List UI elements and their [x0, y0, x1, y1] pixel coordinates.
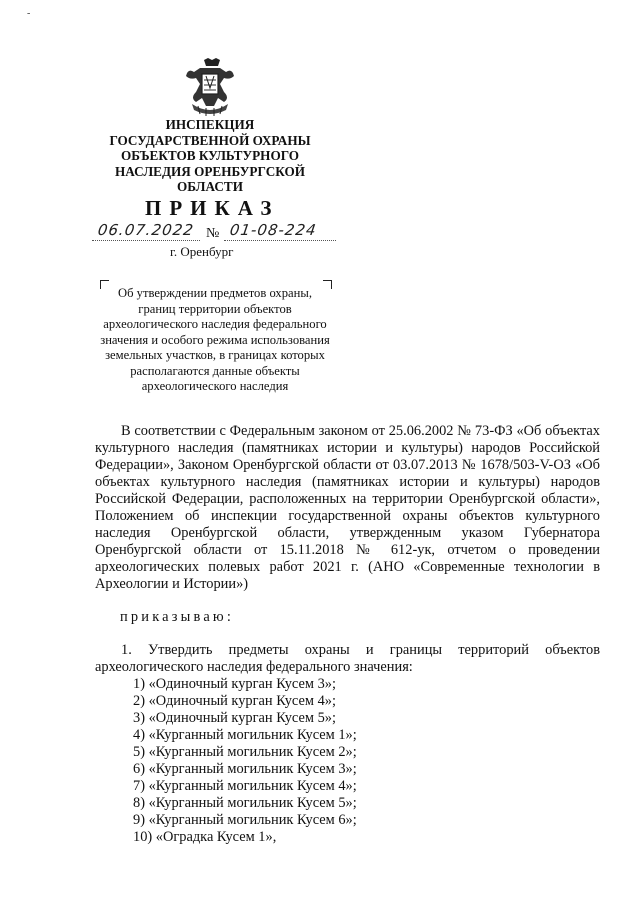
number-sign: № — [206, 226, 220, 241]
corner-bracket-right — [323, 280, 332, 289]
objects-list — [95, 676, 600, 846]
list-item: 3) «Одиночный курган Кусем 5»; — [133, 710, 336, 726]
city: г. Оренбург — [170, 244, 234, 259]
items-block — [95, 642, 600, 846]
order-title: ПРИКАЗ — [145, 196, 280, 220]
list-item: 2) «Одиночный курган Кусем 4»; — [133, 693, 336, 709]
order-date: 06.07.2022 — [96, 221, 196, 239]
coat-of-arms-emblem — [186, 58, 234, 118]
list-item: 8) «Курганный могильник Кусем 5»; — [133, 795, 357, 811]
list-item: 4) «Курганный могильник Кусем 1»; — [133, 727, 357, 743]
preamble-block — [95, 423, 600, 593]
order-word: приказываю: — [120, 609, 235, 625]
list-item: 7) «Курганный могильник Кусем 4»; — [133, 778, 357, 794]
header-mark: - — [27, 8, 31, 19]
list-item: 10) «Оградка Кусем 1», — [133, 829, 277, 845]
organization-name: ИНСПЕКЦИЯ ГОСУДАРСТВЕННОЙ ОХРАНЫ ОБЪЕКТОВ КУЛЬТУРНОГО НАСЛЕДИЯ ОРЕНБУРГСКОЙ ОБЛАСТИ — [109, 117, 311, 195]
order-subject: Об утверждении предметов охраны, границ территории объектов археологического наследия федерального значения и особого режима использования земельных участков, в границах которых располагаются данные объекты археологического наследия — [100, 286, 330, 393]
list-item: 6) «Курганный могильник Кусем 3»; — [133, 761, 357, 777]
subject-block — [100, 280, 330, 395]
item-1-lead: 1. Утвердить предметы охраны и границы территорий объектов археологического наследия федерального значения: — [95, 642, 600, 675]
list-item: 5) «Курганный могильник Кусем 2»; — [133, 744, 357, 760]
date-number-line — [92, 221, 352, 245]
order-number: 01-08-224 — [228, 221, 318, 239]
list-item: 9) «Курганный могильник Кусем 6»; — [133, 812, 357, 828]
list-item: 1) «Одиночный курган Кусем 3»; — [133, 676, 336, 692]
preamble-paragraph: В соответствии с Федеральным законом от 25.06.2002 № 73-ФЗ «Об объектах культурного наследия (памятниках истории и культуры) народов Российской Федерации», Законом Оренбургской области от 03.07.2013 № 1678/503-V-ОЗ «Об объектах культурного наследия (памятниках истории и культуры) народов Российской Федерации, расположенных на территории Оренбургской области», Положением об инспекции государственной охраны объектов культурного наследия Оренбургской области, утвержденным указом Губернатора Оренбургской области от 15.11.2018 № 612-ук, отчетом о проведении археологических полевых работ 2021 г. (АНО «Современные технологии в Археологии и Истории») — [95, 423, 600, 592]
corner-bracket-left — [100, 280, 109, 289]
